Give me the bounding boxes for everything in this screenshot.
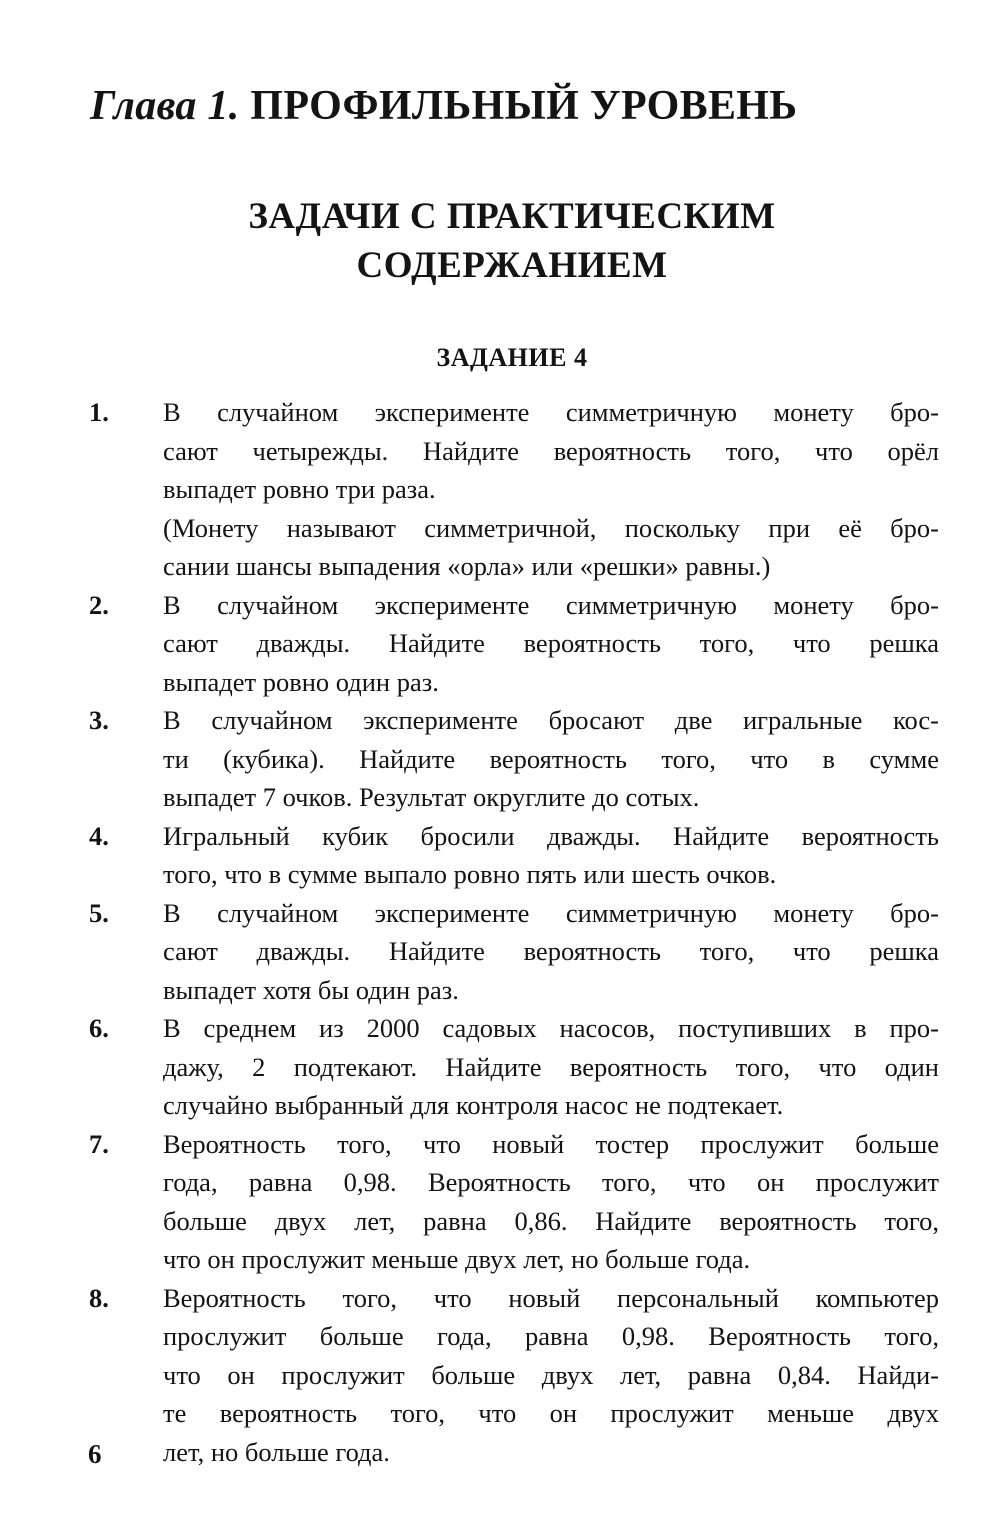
problem-line: (Монету называют симметричной, поскольку при её бро- — [163, 512, 939, 543]
problem-line: дажу, 2 подтекают. Найдите вероятность того, что один — [163, 1051, 939, 1082]
problem-text — [163, 586, 939, 702]
problem-number: 5. — [89, 897, 109, 928]
problem-8 — [89, 1279, 939, 1472]
chapter-title: ПРОФИЛЬНЫЙ УРОВЕНЬ — [250, 83, 798, 129]
chapter-label: Глава 1. — [90, 83, 240, 129]
chapter-heading — [90, 78, 797, 134]
problem-line: сают дважды. Найдите вероятность того, что решка — [163, 628, 939, 658]
problem-line: выпадет хотя бы один раз. — [163, 974, 459, 1005]
problem-text — [163, 817, 939, 894]
problem-text — [163, 1009, 939, 1125]
problem-number: 2. — [89, 589, 109, 620]
problem-text — [163, 894, 939, 1010]
section-title-line-1: ЗАДАЧИ С ПРАКТИЧЕСКИМ — [248, 196, 776, 237]
problem-line: сают четырежды. Найдите вероятность того, что орёл — [163, 435, 939, 466]
problem-1 — [89, 393, 939, 586]
problem-number: 6. — [89, 1013, 109, 1043]
problem-3 — [89, 701, 939, 817]
problem-line: выпадет ровно три раза. — [163, 474, 436, 504]
problem-number: 8. — [89, 1282, 109, 1313]
problem-line: сают дважды. Найдите вероятность того, что решка — [163, 936, 939, 966]
problem-number: 1. — [89, 397, 109, 427]
problem-line: что он прослужит меньше двух лет, но больше года. — [163, 1244, 751, 1274]
problem-text — [163, 393, 939, 586]
task-title: ЗАДАНИЕ 4 — [436, 343, 588, 372]
problem-line: ти (кубика). Найдите вероятность того, что в сумме — [163, 743, 939, 774]
problem-text — [163, 701, 939, 817]
problem-list — [89, 393, 939, 1471]
problem-line: В среднем из 2000 садовых насосов, поступивших в про- — [163, 1013, 939, 1043]
problem-line: В случайном эксперименте симметричную монету бро- — [163, 397, 939, 427]
problem-line: года, равна 0,98. Вероятность того, что он прослужит — [163, 1167, 939, 1197]
problem-6 — [89, 1009, 939, 1125]
problem-line: выпадет 7 очков. Результат округлите до сотых. — [163, 782, 700, 812]
problem-line: прослужит больше года, равна 0,98. Вероятность того, — [163, 1321, 939, 1351]
problem-line: В случайном эксперименте симметричную монету бро- — [163, 589, 939, 620]
problem-line: что он прослужит больше двух лет, равна 0,84. Найди- — [163, 1359, 939, 1390]
problem-line: Игральный кубик бросили дважды. Найдите вероятность — [163, 820, 939, 851]
problem-line: случайно выбранный для контроля насос не подтекает. — [163, 1090, 784, 1120]
section-title-line-2: СОДЕРЖАНИЕМ — [356, 245, 668, 286]
section-title — [0, 192, 1000, 290]
problem-line: Вероятность того, что новый персональный компьютер — [163, 1282, 939, 1313]
problem-line: Вероятность того, что новый тостер прослужит больше — [163, 1128, 939, 1159]
problem-4 — [89, 817, 939, 894]
problem-text — [163, 1279, 939, 1472]
problem-number: 7. — [89, 1128, 109, 1159]
problem-7 — [89, 1125, 939, 1279]
problem-line: лет, но больше года. — [163, 1436, 390, 1467]
problem-number: 4. — [89, 820, 109, 851]
problem-line: В случайном эксперименте симметричную монету бро- — [163, 897, 939, 928]
problem-5 — [89, 894, 939, 1010]
page-number: 6 — [88, 1439, 102, 1469]
problem-line: больше двух лет, равна 0,86. Найдите вероятность того, — [163, 1205, 939, 1236]
problem-line: сании шансы выпадения «орла» или «решки» равны.) — [163, 551, 771, 581]
problem-line: того, что в сумме выпало ровно пять или шесть очков. — [163, 859, 777, 889]
problem-line: те вероятность того, что он прослужит меньше двух — [163, 1398, 939, 1428]
problem-line: выпадет ровно один раз. — [163, 666, 439, 697]
problem-text — [163, 1125, 939, 1279]
problem-2 — [89, 586, 939, 702]
problem-line: В случайном эксперименте бросают две игральные кос- — [163, 705, 939, 735]
problem-number: 3. — [89, 705, 109, 735]
